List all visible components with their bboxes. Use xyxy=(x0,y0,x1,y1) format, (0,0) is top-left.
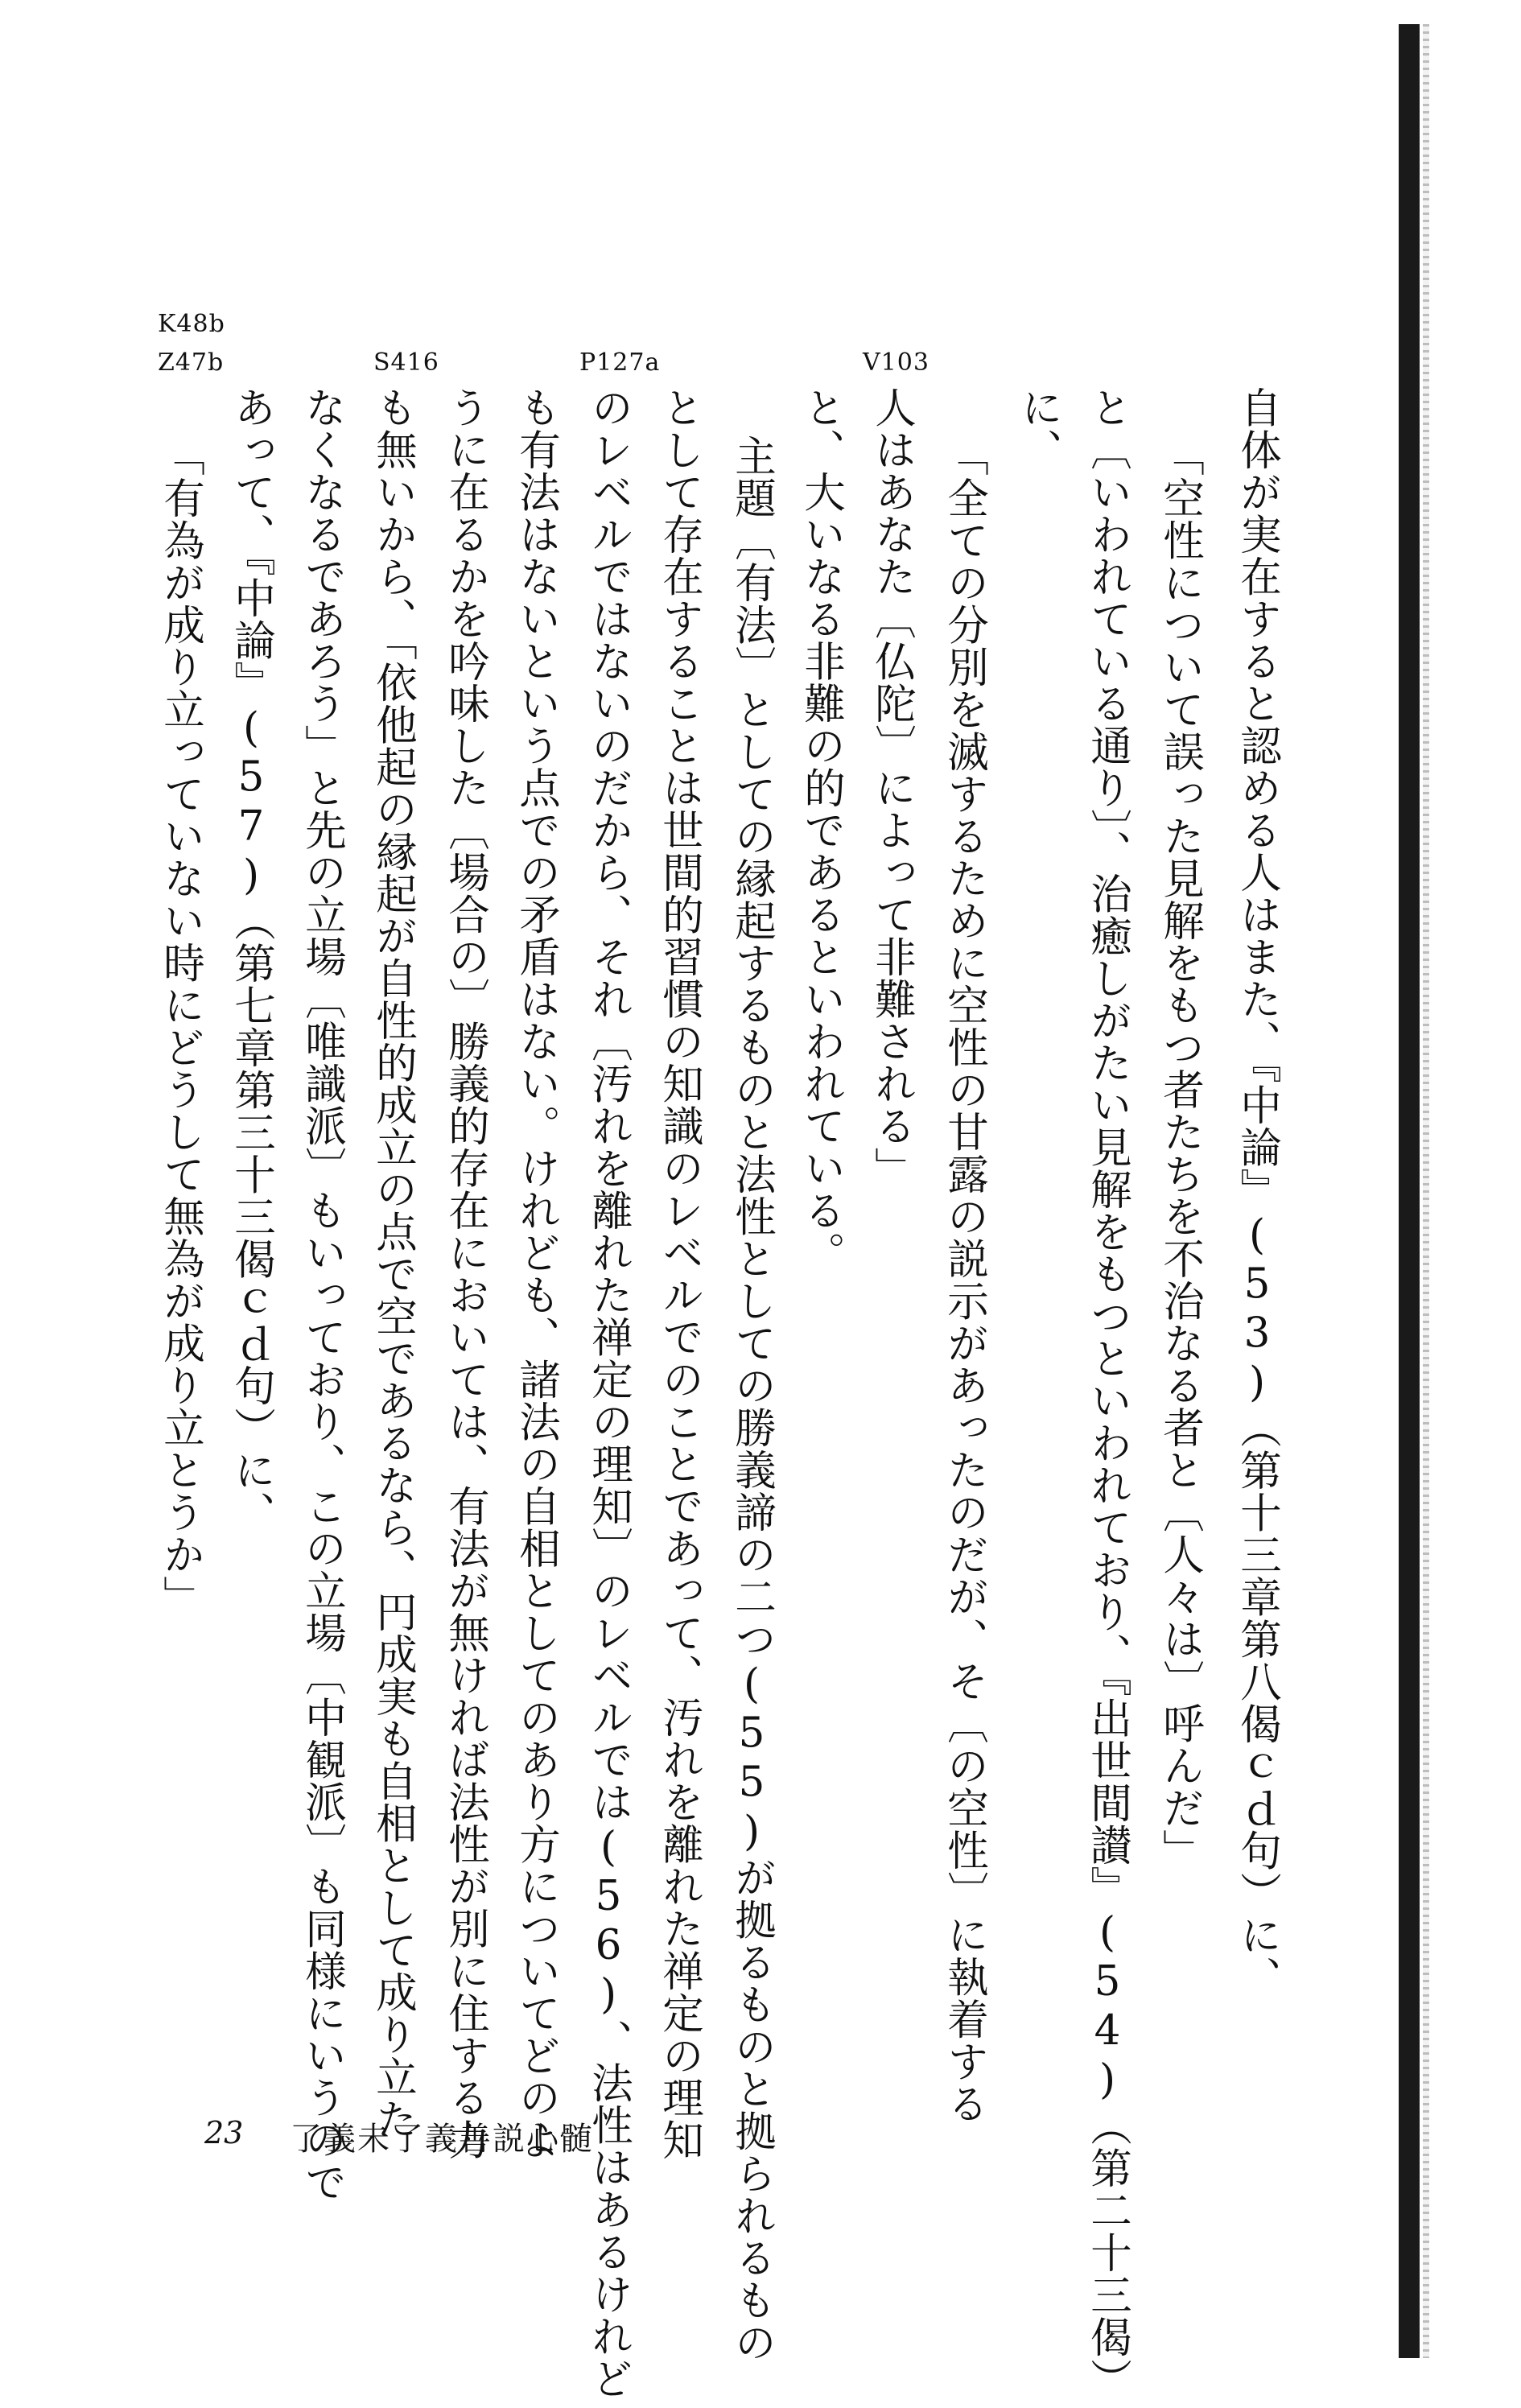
text-column-12: うに在るかを吟味した〔場合の〕勝義的存在においては、有法が無ければ法性が別に住する力 xyxy=(441,386,489,2161)
text-column-16: 「有為が成り立っていない時にどうして無為が成り立とうか」 xyxy=(156,435,204,1618)
running-title: 了義未了義善説心髄 xyxy=(290,2121,594,2158)
marker-s416: S416 xyxy=(373,348,439,377)
text-column-2: 「空性について誤った見解をもつ者たちを不治なる者と〔人々は〕呼んだ」 xyxy=(1156,435,1204,1871)
text-column-10: のレベルではないのだから、それ〔汚れを離れた禅定の理知〕のレベルでは(56)、法性はあるけれど xyxy=(584,386,633,2400)
marker-z47b: Z47b xyxy=(158,348,225,377)
text-column-11: も有法はないという点での矛盾はない。けれども、諸法の自相としてのあり方についてどのよ xyxy=(512,386,560,2161)
text-column-13: も無いから、「依他起の縁起が自性的成立の点で空であるなら、円成実も自相として成り立た xyxy=(369,386,417,2141)
text-column-1: 自体が実在すると認める人はまた、『中論』(53)（第十三章第八偈ｃｄ句）に、 xyxy=(1233,386,1281,1999)
text-column-8: 主題〔有法〕としての縁起するものと法性としての勝義諦の二つ(55)が拠るものと拠られるもの xyxy=(728,435,776,2364)
marker-k48b: K48b xyxy=(158,310,225,338)
text-column-14: なくなるであろう」と先の立場〔唯識派〕もいっており、この立場〔中観派〕も同様にいうので xyxy=(298,386,346,2204)
text-column-4: に、 xyxy=(1014,386,1062,471)
binding-edge xyxy=(1399,24,1420,2358)
text-column-6: 人はあなた〔仏陀〕によって非難される」 xyxy=(868,386,916,1190)
marker-p127a: P127a xyxy=(579,348,661,377)
page-number: 23 xyxy=(204,2115,244,2150)
marker-v103: V103 xyxy=(863,348,930,377)
text-column-5: 「全ての分別を滅するために空性の甘露の説示があったのだが、そ〔の空性〕に執着する xyxy=(940,435,988,2125)
text-column-7: と、大いなる非難の的であるといわれている。 xyxy=(797,386,845,1274)
text-column-3: と〔いわれている通り〕、治癒しがたい見解をもつといわれており、『出世間讃』(54)（第二十三偈） xyxy=(1083,386,1131,2401)
text-column-15: あって、『中論』(57)（第七章第三十三偈ｃｄ句）に、 xyxy=(227,386,275,1534)
text-column-9: として存在することは世間的習慣の知識のレベルでのことであって、汚れを離れた禅定の理知 xyxy=(655,386,703,2161)
